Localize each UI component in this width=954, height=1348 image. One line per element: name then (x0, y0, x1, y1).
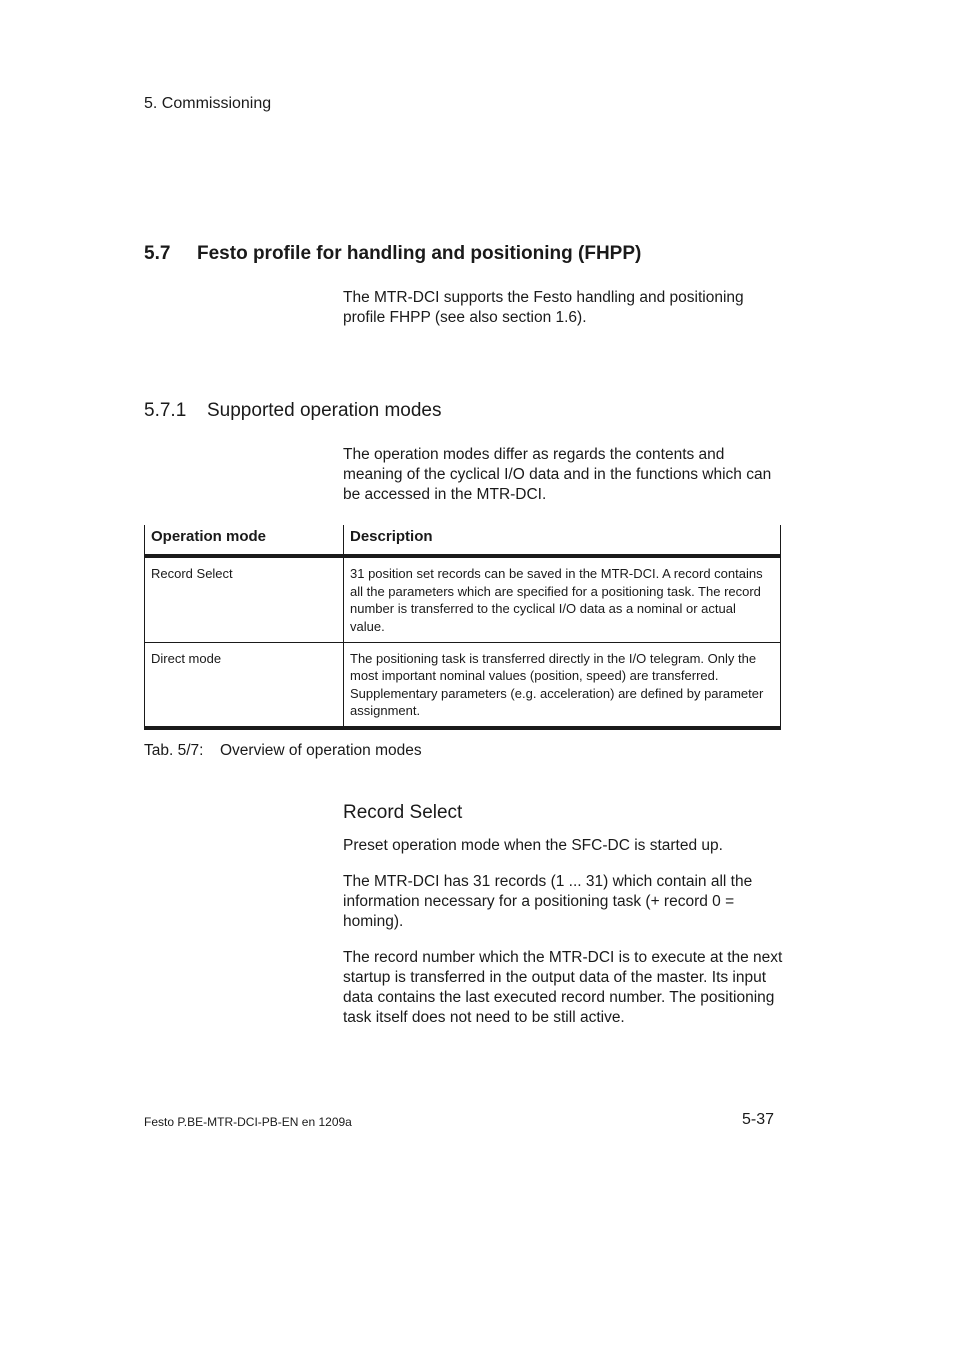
record-select-paragraph-2: The MTR-DCI has 31 records (1 ... 31) which contain all the information necessary for a positioning task (+ record 0 = homing). (343, 873, 753, 930)
table-cell-description: 31 position set records can be saved in the MTR-DCI. A record contains all the parameters which are specified for a positioning task. The record number is transferred to the cyclical I/O data as a nominal or actual value. (344, 556, 781, 642)
footer-page-number: 5-37 (742, 1111, 775, 1128)
section-intro: The MTR-DCI supports the Festo handling and positioning profile FHPP (see also section 1.6). (343, 289, 744, 326)
subsection-intro: The operation modes differ as regards the contents and meaning of the cyclical I/O data and in the functions which can be accessed in the MTR-DCI. (343, 446, 772, 503)
section-heading (144, 243, 641, 265)
subsection-number: 5.7.1 (144, 400, 187, 421)
column-header-operation-mode: Operation mode (145, 525, 344, 556)
footer-doc-id: Festo P.BE-MTR-DCI-PB-EN en 1209a (144, 1115, 352, 1129)
chapter-header: 5. Commissioning (144, 95, 272, 112)
table-caption-label: Tab. 5/7: (144, 742, 204, 759)
record-select-heading: Record Select (343, 802, 463, 823)
table-cell-description: The positioning task is transferred directly in the I/O telegram. Only the most important nominal values (position, speed) are transferred. Supplementary parameters (e.g. acceleration) are defined by parameter assignment. (344, 642, 781, 728)
section-title: Festo profile for handling and positioning (FHPP) (197, 243, 642, 264)
table-row (145, 642, 781, 728)
subsection-title: Supported operation modes (207, 400, 442, 421)
record-select-paragraph-1: Preset operation mode when the SFC-DC is started up. (343, 837, 723, 854)
table-cell-mode: Record Select (145, 556, 344, 642)
record-select-paragraph-3: The record number which the MTR-DCI is to execute at the next startup is transferred in the output data of the master. Its input data contains the last executed record number. The positioning task itself does not need to be still active. (343, 949, 783, 1026)
operation-modes-table (144, 525, 781, 730)
column-header-description: Description (344, 525, 781, 556)
table-caption-text: Overview of operation modes (220, 742, 422, 759)
table-caption (144, 742, 422, 760)
table-cell-mode: Direct mode (145, 642, 344, 728)
table-header-row (145, 525, 781, 556)
subsection-heading (144, 400, 442, 422)
section-number: 5.7 (144, 243, 171, 264)
table-row (145, 556, 781, 642)
